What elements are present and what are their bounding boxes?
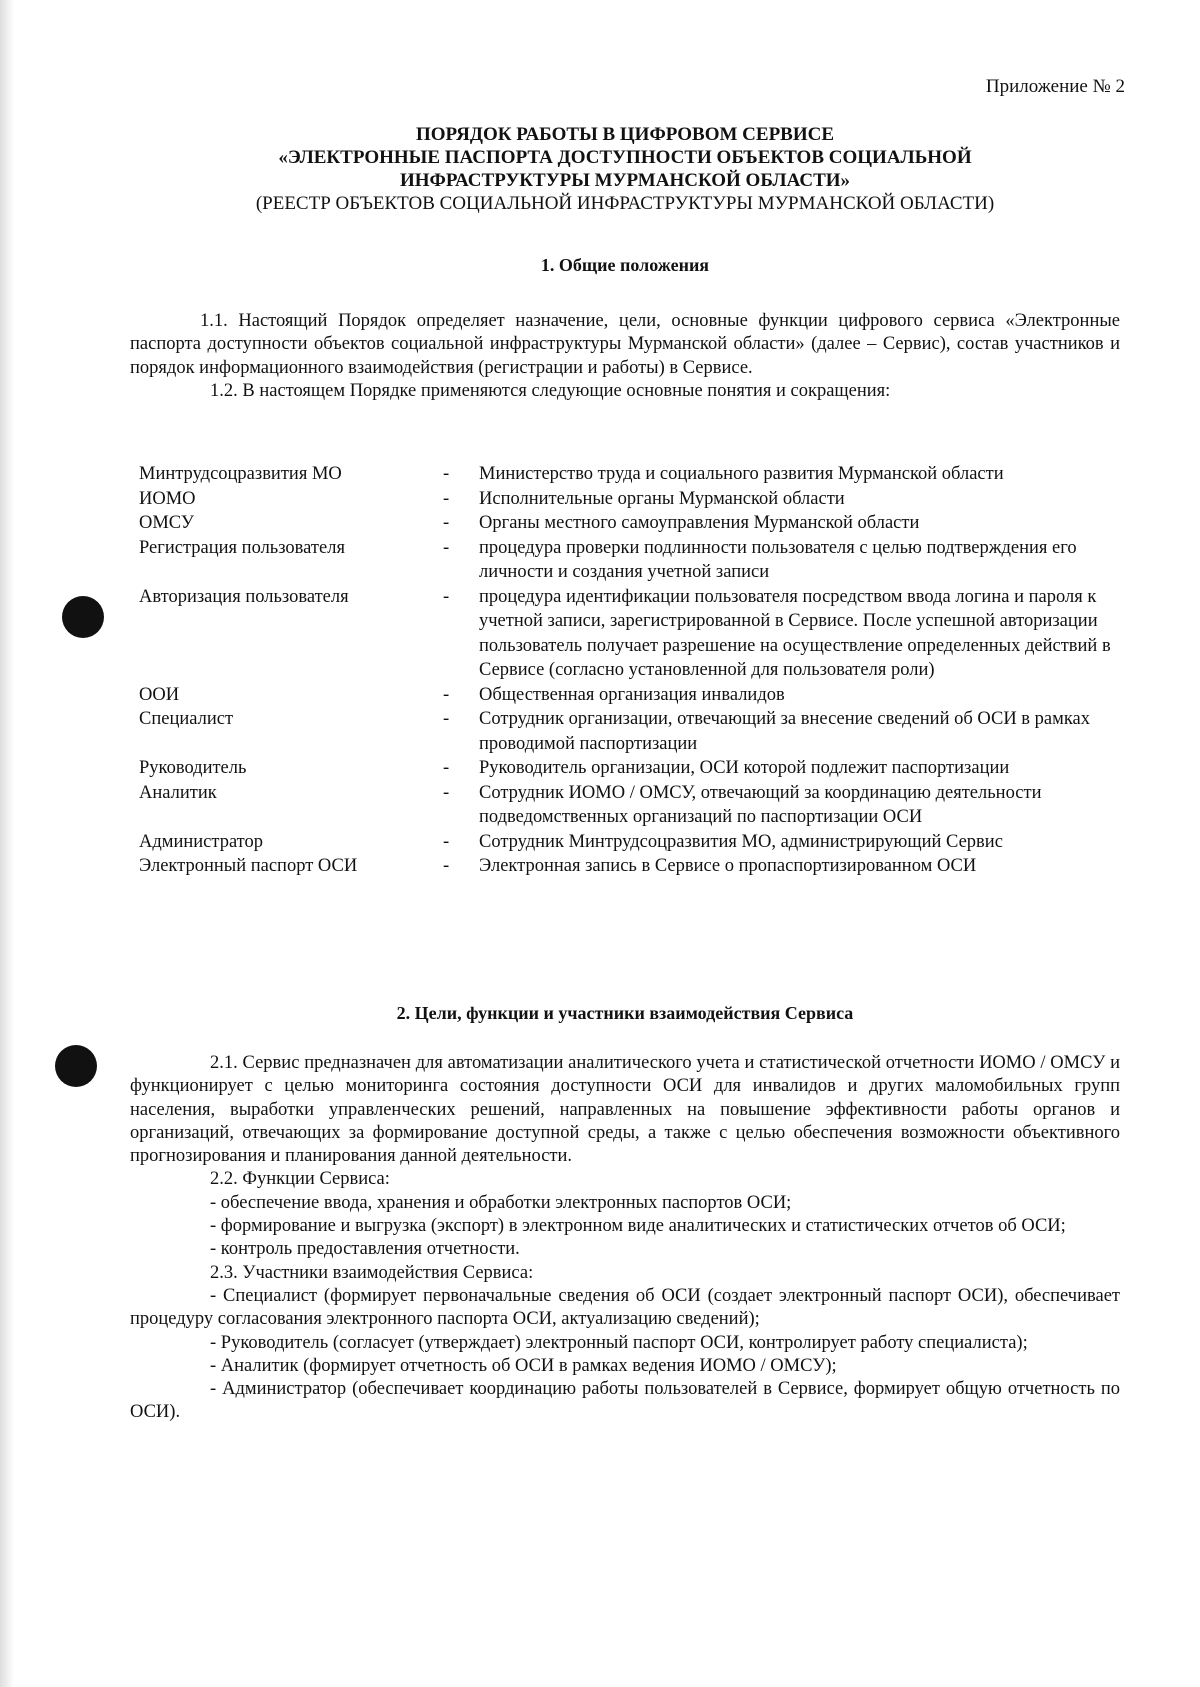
definition-description: Органы местного самоуправления Мурманской области — [479, 513, 920, 533]
definition-description: процедура проверки подлинности пользователя с целью подтверждения его личности и создания учетной записи — [479, 537, 1077, 582]
paragraph-2-1: 2.1. Сервис предназначен для автоматизации аналитического учета и статистической отчетности ИОМО / ОМСУ и функционирует с целью мониторинга состояния доступности ОСИ для инвалидов и других маломобильных групп населения, выработки управленческих решений, направленных на повышение эффективности работы органов и организаций, отвечающих за формирование доступной среды, а также с целью обеспечения возможности объективного прогнозирования и планирования данной деятельности. — [130, 1053, 1120, 1167]
definition-dash: - — [443, 856, 450, 876]
definition-term: ООИ — [139, 684, 180, 705]
definition-description: процедура идентификации пользователя посредством ввода логина и пароля к учетной записи, зарегистрированной в Сервисе. После успешной авторизации пользователь получает разрешение на осуществление определенных действий в Сервисе (согласно установленной для пользователя роли) — [479, 586, 1111, 680]
section-1-text — [130, 310, 1120, 403]
definition-dash: - — [443, 831, 450, 852]
section-1-heading: 1. Общие положения — [540, 255, 710, 275]
title-line: «ЭЛЕКТРОННЫЕ ПАСПОРТА ДОСТУПНОСТИ ОБЪЕКТОВ СОЦИАЛЬНОЙ — [278, 147, 972, 168]
definition-description: Сотрудник Минтрудсоцразвития МО, администрирующий Сервис — [479, 831, 1003, 852]
paragraph-1-1: 1.1. Настоящий Порядок определяет назначение, цели, основные функции цифрового сервиса «Электронные паспорта доступности объектов социальной инфраструктуры Мурманской области» (далее – Сервис), состав участников и порядок информационного взаимодействия (регистрации и работы) в Сервисе. — [130, 311, 1120, 378]
definition-term: Минтрудсоцразвития МО — [139, 464, 342, 484]
function-item: - формирование и выгрузка (экспорт) в электронном виде аналитических и статистических отчетов об ОСИ; — [210, 1216, 1066, 1237]
paragraph-2-3: 2.3. Участники взаимодействия Сервиса: — [210, 1262, 534, 1283]
definition-term: Регистрация пользователя — [139, 537, 345, 558]
definition-dash: - — [443, 684, 450, 705]
definition-term: ИОМО — [139, 488, 196, 509]
definition-row — [139, 585, 1119, 683]
definition-dash: - — [443, 709, 450, 729]
participant-item: - Руководитель (согласует (утверждает) электронный паспорт ОСИ, контролирует работу специалиста); — [210, 1332, 1028, 1353]
definition-dash: - — [443, 464, 450, 484]
definition-term: Специалист — [139, 709, 234, 729]
definition-row — [139, 781, 1119, 830]
definition-dash: - — [443, 537, 450, 558]
definition-term: Руководитель — [139, 758, 247, 778]
definition-row — [139, 536, 1119, 585]
definition-term: Администратор — [139, 831, 264, 852]
definition-row — [139, 487, 1119, 512]
definitions-list — [139, 462, 1119, 879]
definition-dash: - — [443, 782, 450, 803]
section-2-heading: 2. Цели, функции и участники взаимодействия Сервиса — [396, 1003, 854, 1023]
punch-hole-mark — [55, 1045, 97, 1087]
definition-description: Сотрудник ИОМО / ОМСУ, отвечающий за координацию деятельности подведомственных организаций по паспортизации ОСИ — [479, 782, 1042, 827]
definition-row — [139, 683, 1119, 708]
definition-row — [139, 830, 1119, 855]
participant-item: - Администратор (обеспечивает координацию работы пользователей в Сервисе, формирует общую отчетность по ОСИ). — [130, 1379, 1120, 1423]
definition-term: Авторизация пользователя — [139, 586, 349, 607]
function-item: - обеспечение ввода, хранения и обработки электронных паспортов ОСИ; — [210, 1192, 792, 1213]
title-line: ИНФРАСТРУКТУРЫ МУРМАНСКОЙ ОБЛАСТИ» — [399, 170, 851, 191]
participant-item: - Аналитик (формирует отчетность об ОСИ в рамках ведения ИОМО / ОМСУ); — [210, 1355, 837, 1376]
definition-term: ОМСУ — [139, 513, 195, 533]
definition-row — [139, 511, 1119, 536]
definition-description: Исполнительные органы Мурманской области — [479, 488, 845, 509]
definition-dash: - — [443, 758, 450, 778]
scan-edge-shadow — [0, 0, 14, 1687]
definition-row — [139, 707, 1119, 756]
definition-description: Министерство труда и социального развития Мурманской области — [479, 464, 1004, 484]
definition-dash: - — [443, 586, 450, 607]
annex-label: Приложение № 2 — [985, 76, 1125, 97]
participant-item: - Специалист (формирует первоначальные сведения об ОСИ (создает электронный паспорт ОСИ), обеспечивает процедуру согласования электронного паспорта ОСИ, актуализацию сведений); — [130, 1285, 1120, 1330]
definition-term: Аналитик — [139, 782, 217, 803]
definition-dash: - — [443, 513, 450, 533]
definition-description: Руководитель организации, ОСИ которой подлежит паспортизации — [479, 758, 1010, 778]
definition-description: Общественная организация инвалидов — [479, 684, 785, 705]
definition-dash: - — [443, 488, 450, 509]
section-2-text — [130, 1052, 1120, 1425]
definition-row — [139, 756, 1119, 781]
paragraph-2-2: 2.2. Функции Сервиса: — [210, 1169, 390, 1190]
definition-row — [139, 462, 1119, 487]
function-item: - контроль предоставления отчетности. — [210, 1239, 520, 1260]
definition-term: Электронный паспорт ОСИ — [139, 856, 358, 876]
title-subtitle: (РЕЕСТР ОБЪЕКТОВ СОЦИАЛЬНОЙ ИНФРАСТРУКТУРЫ МУРМАНСКОЙ ОБЛАСТИ) — [255, 193, 995, 214]
paragraph-1-2: 1.2. В настоящем Порядке применяются следующие основные понятия и сокращения: — [210, 380, 891, 401]
document-title — [130, 123, 1120, 215]
punch-hole-mark — [62, 596, 104, 638]
definition-description: Электронная запись в Сервисе о пропаспортизированном ОСИ — [479, 856, 977, 876]
definition-row — [139, 854, 1119, 879]
title-line: ПОРЯДОК РАБОТЫ В ЦИФРОВОМ СЕРВИСЕ — [415, 124, 835, 145]
definition-description: Сотрудник организации, отвечающий за внесение сведений об ОСИ в рамках проводимой паспортизации — [479, 709, 1091, 754]
